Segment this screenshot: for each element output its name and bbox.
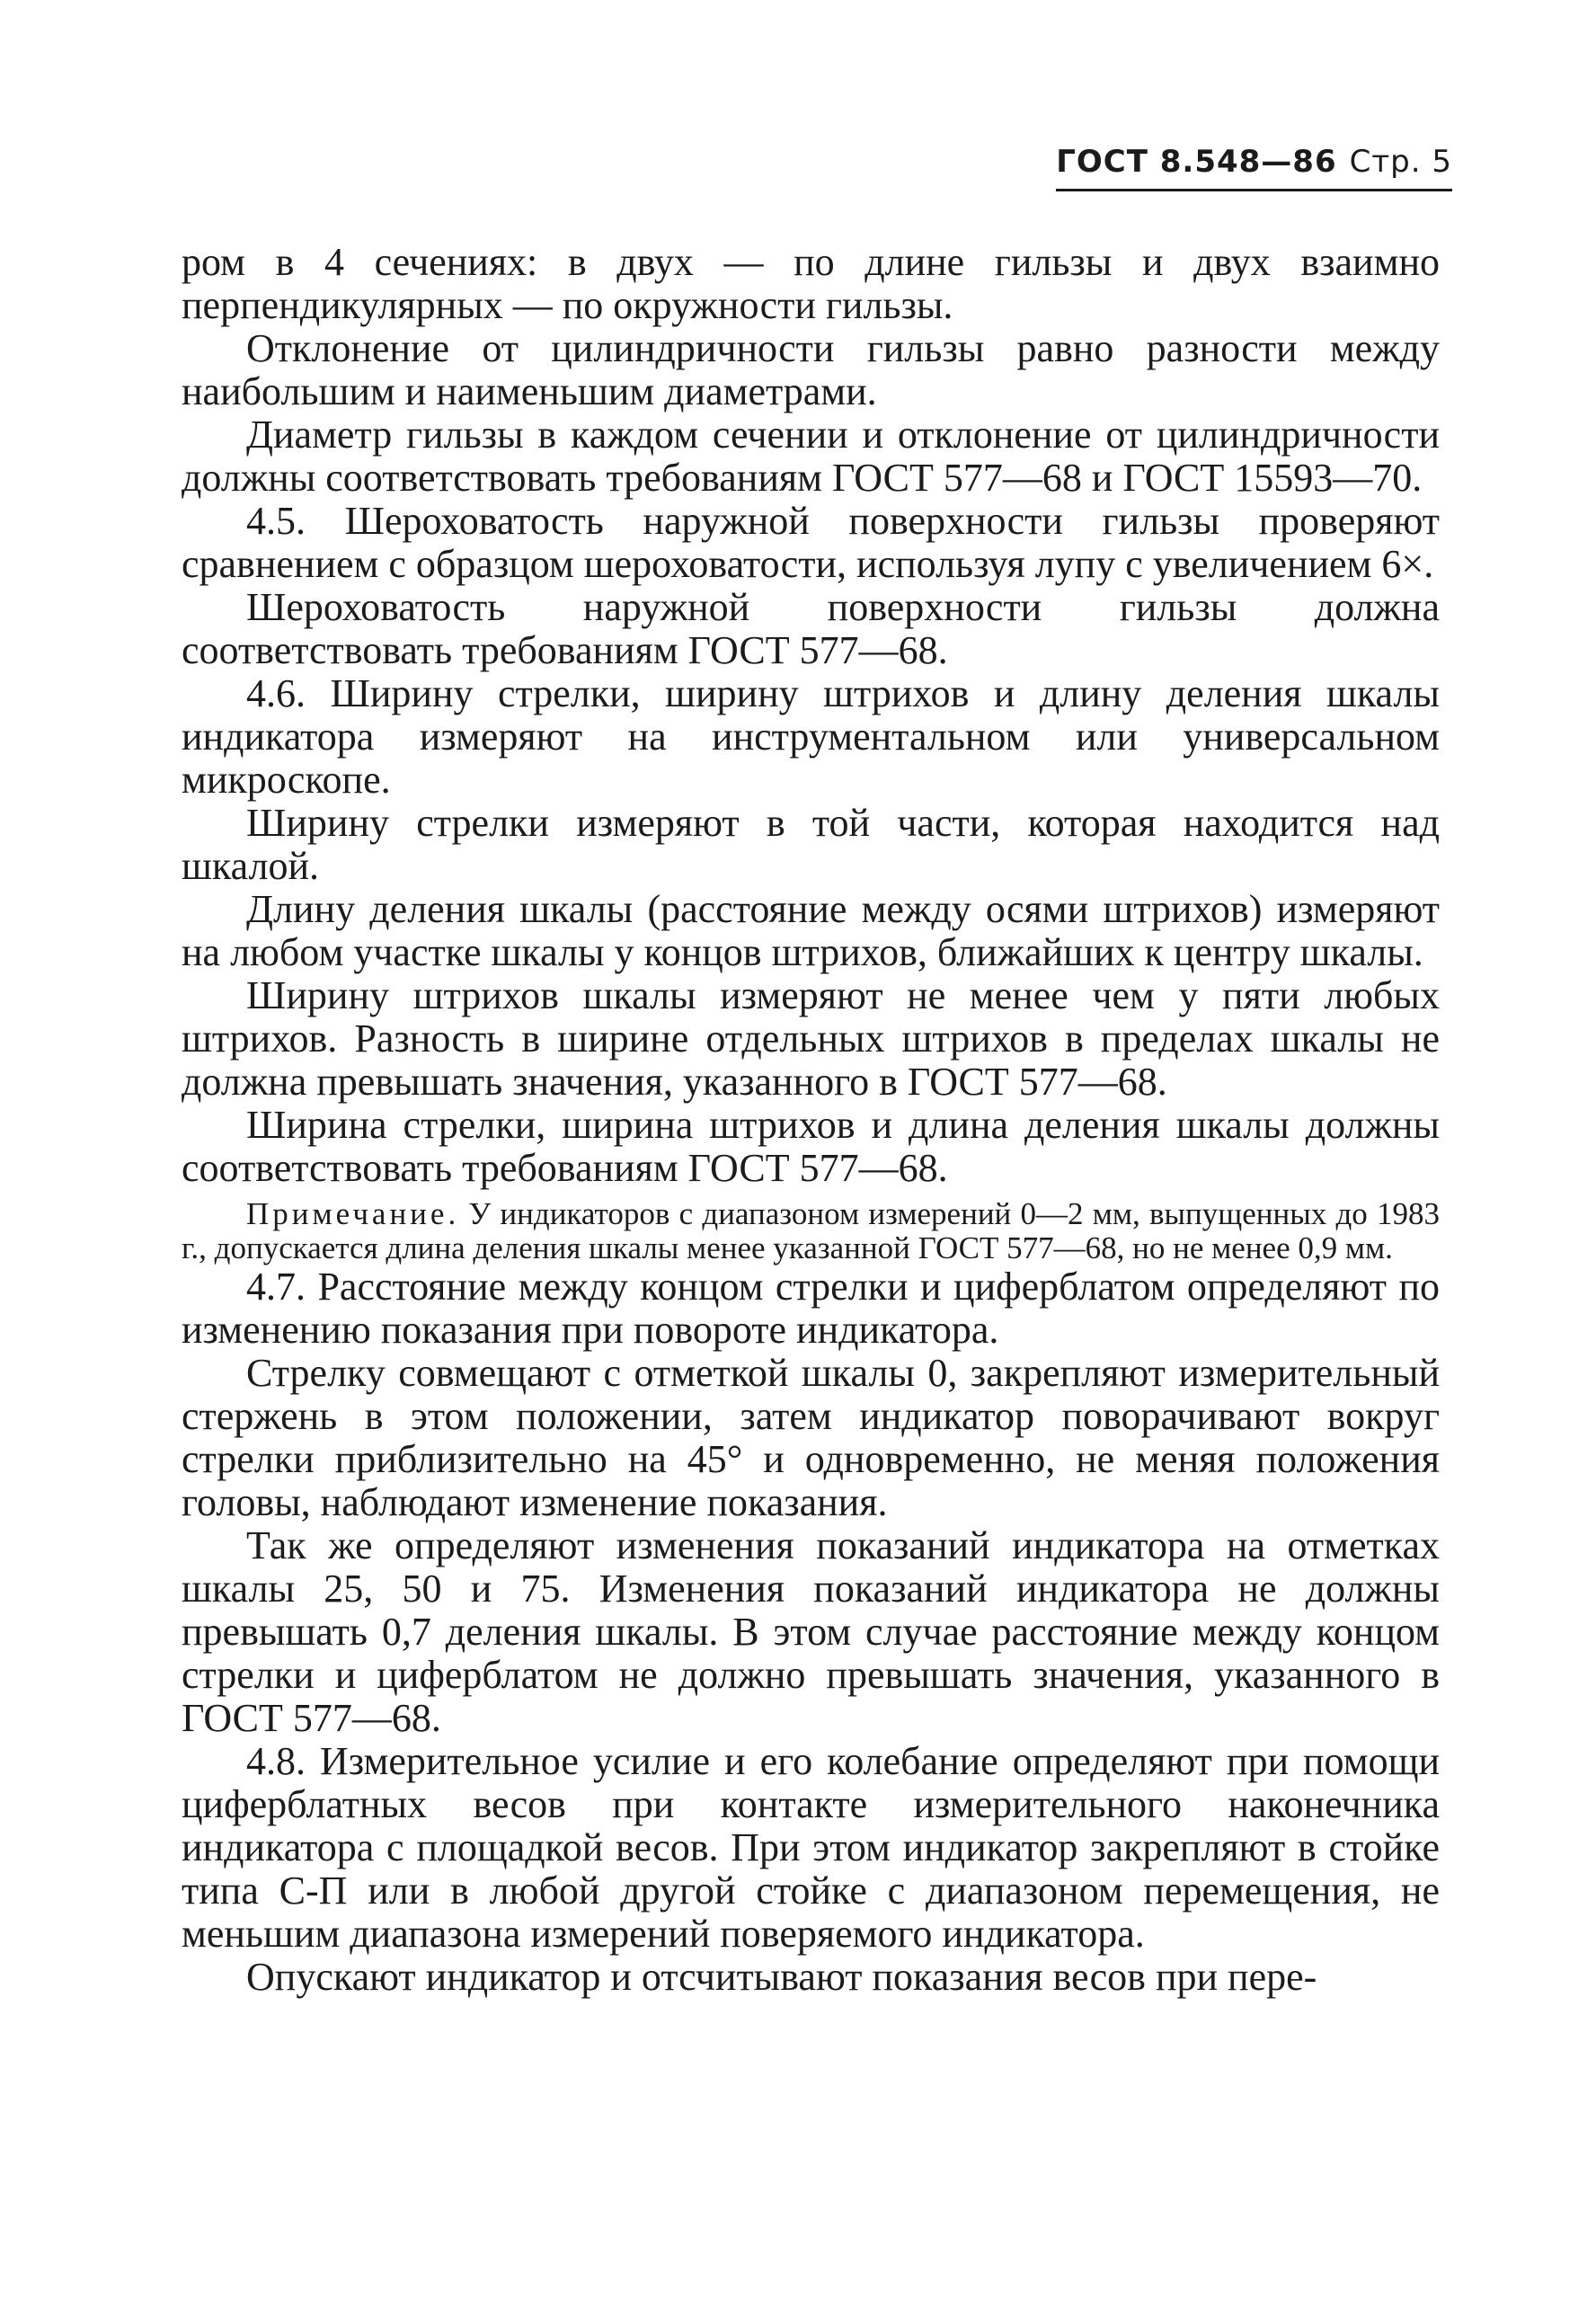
paragraph-pointer-width: Ширину стрелки измеряют в той части, которая находится над шкалой. <box>182 801 1440 888</box>
paragraph-cylindricity: Отклонение от цилиндричности гильзы равно разности между наибольшим и наименьшим диаметрами. <box>182 326 1440 413</box>
paragraph-scale-marks: Так же определяют изменения показаний индикатора на отметках шкалы 25, 50 и 75. Изменения показаний индикатора не должны превышать 0,7 деления шкалы. В этом случае расстояние между концом стрелки и циферблатом не должно превышать значения, указанного в ГОСТ 577—68. <box>182 1523 1440 1740</box>
paragraph-requirements: Ширина стрелки, ширина штрихов и длина деления шкалы должны соответствовать требованиям ГОСТ 577—68. <box>182 1103 1440 1190</box>
paragraph-pointer-alignment: Стрелку совмещают с отметкой шкалы 0, закрепляют измерительный стержень в этом положении, затем индикатор поворачивают вокруг стрелки приблизительно на 45° и одновременно, не меняя положения головы, наблюдают изменение показания. <box>182 1351 1440 1524</box>
paragraph-4-7: 4.7. Расстояние между концом стрелки и циферблатом определяют по изменению показания при повороте индикатора. <box>182 1265 1440 1352</box>
page-header <box>1056 144 1452 191</box>
note <box>182 1197 1440 1265</box>
paragraph-4-8: 4.8. Измерительное усилие и его колебание определяют при помощи циферблатных весов при контакте измерительного наконечника индикатора с площадкой весов. При этом индикатор закрепляют в стойке типа С-П или в любой другой стойке с диапазоном перемещения, не меньшим диапазона измерений поверяемого индикатора. <box>182 1739 1440 1956</box>
paragraph-4-6: 4.6. Ширину стрелки, ширину штрихов и длину деления шкалы индикатора измеряют на инструментальном или универсальном микроскопе. <box>182 671 1440 802</box>
paragraph-roughness: Шероховатость наружной поверхности гильзы должна соответствовать требованиям ГОСТ 577—68. <box>182 585 1440 672</box>
document-body <box>182 241 1440 1999</box>
paragraph-continuation: ром в 4 сечениях: в двух — по длине гильзы и двух взаимно перпендикулярных — по окружности гильзы. <box>182 240 1440 327</box>
paragraph-division-length: Длину деления шкалы (расстояние между осями штрихов) измеряют на любом участке шкалы у концов штрихов, ближайших к центру шкалы. <box>182 887 1440 974</box>
paragraph-stroke-width: Ширину штрихов шкалы измеряют не менее чем у пяти любых штрихов. Разность в ширине отдельных штрихов в пределах шкалы не должна превышать значения, указанного в ГОСТ 577—68. <box>182 973 1440 1104</box>
standard-number: ГОСТ 8.548—86 <box>1056 144 1337 180</box>
note-label: Примечание. <box>246 1196 460 1231</box>
note-text: У индикаторов с диапазоном измерений 0—2 мм, выпущенных до 1983 г., допускается длина деления шкалы менее указанной ГОСТ 577—68, но не менее 0,9 мм. <box>182 1196 1440 1265</box>
page-number: Стр. 5 <box>1349 144 1452 180</box>
paragraph-4-5: 4.5. Шероховатость наружной поверхности гильзы проверяют сравнением с образцом шероховатости, используя лупу с увеличением 6×. <box>182 499 1440 586</box>
paragraph-lowering: Опускают индикатор и отсчитывают показания весов при пере- <box>246 1955 1317 1999</box>
paragraph-diameter: Диаметр гильзы в каждом сечении и отклонение от цилиндричности должны соответствовать требованиям ГОСТ 577—68 и ГОСТ 15593—70. <box>182 413 1440 500</box>
